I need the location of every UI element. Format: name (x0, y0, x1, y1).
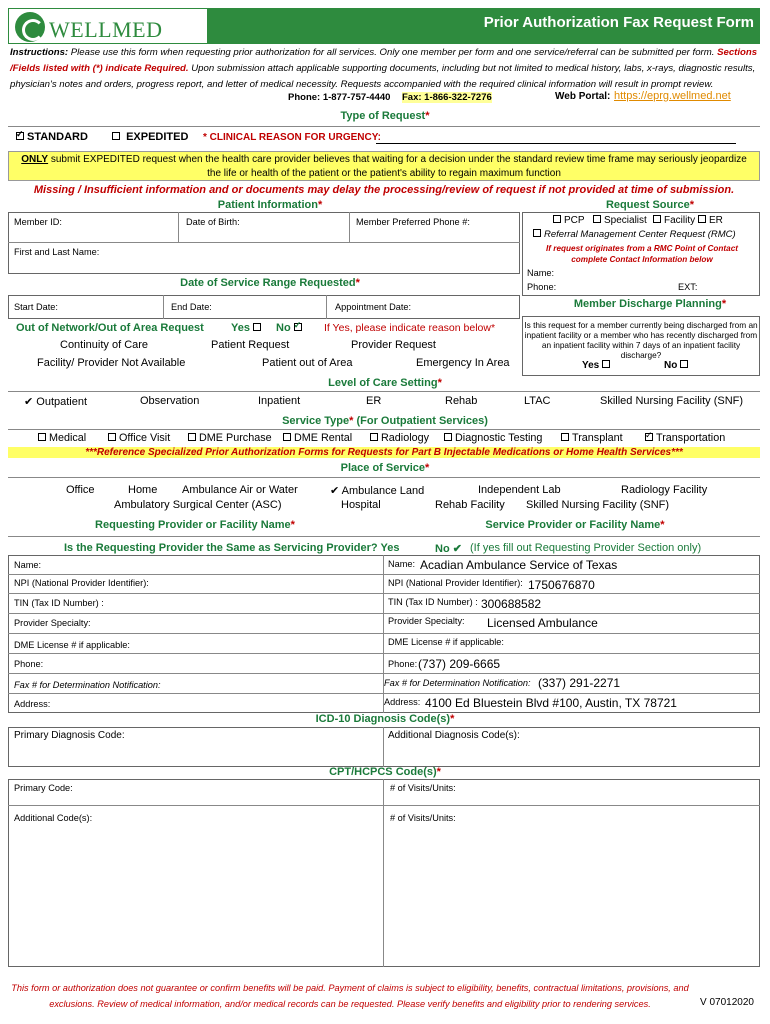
discharge-question: Is this request for a member currently being discharged from an inpatient facility or a member who has recently discharged from an inpatient facility within 7 days of an inpatient facility discharge? (524, 320, 758, 360)
out-of-network-title (16, 322, 204, 334)
st-dme-rental[interactable] (283, 432, 352, 444)
discharge-planning-title-text: Member Discharge Planning (573, 298, 722, 310)
expedited-label: EXPEDITED (126, 131, 189, 143)
req-specialty-field[interactable]: Provider Specialty: (14, 618, 91, 628)
icd10-title: ICD-10 Diagnosis Code(s)* (315, 713, 455, 725)
pos-hospital[interactable] (341, 499, 381, 511)
divider (383, 779, 384, 967)
er-option[interactable] (698, 215, 723, 226)
form-version: V 07012020 (700, 997, 754, 1008)
specialized-forms-reference: ***Reference Specialized Prior Authorization Forms for Requests for Part B Injectable Medications or Home Health Services*** (8, 447, 760, 458)
icd10-title-text: ICD-10 Diagnosis Code(s) (315, 713, 451, 725)
rmc-ext-field[interactable]: EXT: (678, 282, 698, 292)
requesting-provider-title-text: Requesting Provider or Facility Name (95, 519, 291, 531)
service-provider-title-text: Service Provider or Facility Name (485, 519, 661, 531)
divider (8, 536, 760, 537)
type-of-request-title-text: Type of Request (340, 110, 426, 122)
rmc-label: Referral Management Center Request (RMC) (544, 229, 736, 240)
divider (8, 391, 760, 392)
loc-inpatient[interactable] (258, 395, 300, 407)
discharge-yes-label: Yes (582, 360, 600, 371)
loc-rehab-label: Rehab (445, 395, 478, 407)
svc-address-value[interactable]: 4100 Ed Bluestein Blvd #100, Austin, TX 78721 (425, 696, 677, 710)
continuity-label: Continuity of Care (60, 339, 149, 351)
appointment-date-field[interactable]: Appointment Date: (335, 302, 412, 312)
oon-yes-checkbox[interactable] (253, 323, 261, 331)
web-portal-label: Web Portal: (555, 91, 611, 102)
expedited-notice (8, 151, 760, 181)
dob-field[interactable]: Date of Birth: (186, 217, 240, 227)
pos-independent-lab[interactable] (478, 484, 561, 496)
patient-info-title-text: Patient Information (217, 199, 318, 211)
st-dme-rental-label: DME Rental (294, 432, 353, 444)
divider (8, 673, 760, 674)
st-office-visit-checkbox[interactable] (108, 433, 116, 441)
oon-no-label: No (276, 322, 291, 334)
rmc-option[interactable] (533, 229, 736, 240)
st-radiology-checkbox[interactable] (370, 433, 378, 441)
oon-reason-prompt: If Yes, please indicate reason below* (324, 322, 496, 334)
pos-asc[interactable] (114, 499, 282, 511)
web-portal-link[interactable]: https://eprg.wellmed.net (614, 90, 731, 102)
clinical-reason-field[interactable] (376, 143, 736, 144)
standard-label: STANDARD (27, 131, 88, 143)
service-type-subtitle: (For Outpatient Services) (356, 415, 488, 427)
discharge-no-option[interactable] (664, 360, 691, 371)
st-radiology[interactable] (370, 432, 429, 444)
svc-name-value[interactable]: Acadian Ambulance Service of Texas (420, 558, 618, 572)
er-checkbox[interactable] (698, 215, 706, 223)
pos-home-label: Home (128, 484, 158, 496)
loc-inpatient-label: Inpatient (258, 395, 301, 407)
primary-visits-field[interactable]: # of Visits/Units: (390, 783, 456, 793)
notice-text-2: the life or health of the patient or the patient's ability to regain maximum function (207, 168, 561, 179)
instructions-text-2: Upon submission attach applicable supporting documents, including but not limited to medical history, labs, x-rays, diagnostic results, physician's notes and orders, progress report, and letter of medical necessity. Requests accompanied with the required clinical information will result in prompt review. (10, 63, 756, 90)
rmc-name-field[interactable]: Name: (527, 268, 555, 278)
discharge-no-checkbox[interactable] (680, 360, 688, 368)
service-provider-title: Service Provider or Facility Name* (485, 519, 665, 531)
logo-text: WELLMED (49, 17, 163, 42)
svc-npi-label: NPI (National Provider Identifier): (388, 578, 523, 588)
svc-dme-field[interactable]: DME License # if applicable: (388, 637, 504, 647)
divider (8, 593, 760, 594)
out-of-network-title-text: Out of Network/Out of Area Request (16, 322, 204, 334)
svc-specialty-label: Provider Specialty: (388, 616, 465, 626)
patient-request-option[interactable] (211, 339, 289, 351)
pos-radiology[interactable] (621, 484, 707, 496)
pos-ambulance-land[interactable]: ✔ Ambulance Land (330, 485, 425, 497)
facility-label: Facility (664, 215, 696, 226)
same-provider-question (64, 542, 399, 554)
divider (8, 126, 760, 127)
divider (383, 555, 384, 713)
level-of-care-title-text: Level of Care Setting (328, 377, 438, 389)
footer-disclaimer: This form or authorization does not guarantee or confirm benefits will be paid. Payment of claims is subject to eligibility, benefits, contractual limitations, provisions, and exclusions. Review of medical information, and/or medical records can be requested. Please verify benefits and eligibility prior to rendering services. (11, 983, 689, 1009)
req-phone-field[interactable]: Phone: (14, 659, 44, 669)
cpt-title: CPT/HCPCS Code(s)* (329, 766, 441, 778)
pos-office[interactable] (66, 484, 95, 496)
pcp-checkbox[interactable] (553, 215, 561, 223)
primary-diagnosis-field[interactable]: Primary Diagnosis Code: (14, 730, 125, 741)
requesting-provider-title: Requesting Provider or Facility Name* (95, 519, 295, 531)
member-name-field[interactable]: First and Last Name: (14, 247, 100, 257)
pos-hospital-label: Hospital (341, 499, 381, 511)
rmc-checkbox[interactable] (533, 229, 541, 237)
loc-outpatient[interactable]: ✔ Outpatient (24, 396, 88, 408)
date-of-service-title: Date of Service Range Requested* (180, 277, 360, 289)
expedited-option[interactable] (112, 131, 188, 143)
er-label: ER (709, 215, 723, 226)
divider (8, 653, 760, 654)
svc-npi-value[interactable]: 1750676870 (528, 578, 595, 592)
divider (178, 212, 179, 242)
pos-snf[interactable] (526, 499, 669, 511)
discharge-planning-title: Member Discharge Planning* (573, 298, 727, 310)
cpt-box (8, 779, 760, 967)
notice-only: ONLY (21, 154, 49, 165)
continuity-option[interactable] (60, 339, 148, 351)
oon-no-option[interactable] (276, 322, 305, 334)
svc-tin-label: TIN (Tax ID Number) : (388, 597, 478, 607)
pos-office-label: Office (66, 484, 95, 496)
pos-rehab[interactable] (435, 499, 505, 511)
pos-home[interactable] (128, 484, 157, 496)
logo-mark-icon (15, 12, 45, 42)
additional-visits-field[interactable]: # of Visits/Units: (390, 813, 456, 823)
st-dme-purchase-checkbox[interactable] (188, 433, 196, 441)
svc-fax-value[interactable]: (337) 291-2271 (538, 676, 621, 690)
st-medical-label: Medical (49, 432, 87, 444)
st-transportation-label: Transportation (656, 432, 726, 444)
service-type-title: Service Type* (For Outpatient Services) (282, 415, 488, 427)
st-diagnostic-checkbox[interactable] (444, 433, 452, 441)
divider (8, 574, 760, 575)
divider (8, 633, 760, 634)
provider-request-option[interactable] (351, 339, 436, 351)
discharge-yes-option[interactable] (582, 360, 613, 371)
same-provider-no-option[interactable]: No ✔ (435, 543, 462, 555)
same-provider-note: (If yes fill out Requesting Provider Section only) (470, 542, 702, 554)
member-id-field[interactable]: Member ID: (14, 217, 62, 227)
svc-name-label: Name: (388, 559, 416, 569)
patient-info-title: Patient Information* (217, 199, 323, 211)
st-medical[interactable] (38, 432, 86, 444)
divider (8, 805, 760, 806)
facility-checkbox[interactable] (653, 215, 661, 223)
divider (8, 693, 760, 694)
facility-na-label: Facility/ Provider Not Available (37, 357, 186, 369)
discharge-no-label: No (664, 360, 678, 371)
form-title: Prior Authorization Fax Request Form (483, 14, 754, 31)
request-source-title-text: Request Source (605, 199, 690, 211)
pcp-label: PCP (564, 215, 585, 226)
st-transplant[interactable] (561, 432, 623, 444)
phone-number: Phone: 1-877-757-4440 (288, 92, 391, 103)
st-medical-checkbox[interactable] (38, 433, 46, 441)
st-transportation-checkbox[interactable] (645, 433, 653, 441)
required-note: Sections /Fields listed with (*) indicate Required. (10, 47, 758, 74)
end-date-field[interactable]: End Date: (171, 302, 212, 312)
svc-phone-value[interactable]: (737) 209-6665 (418, 657, 501, 671)
provider-request-label: Provider Request (351, 339, 436, 351)
rmc-note: If request originates from a RMC Point of Contact complete Contact Information below (546, 244, 738, 264)
st-dme-rental-checkbox[interactable] (283, 433, 291, 441)
additional-codes-field[interactable]: Additional Code(s): (14, 813, 93, 823)
same-provider-question-text: Is the Requesting Provider the Same as Servicing Provider? (64, 542, 378, 554)
place-of-service-title-text: Place of Service (340, 462, 426, 474)
level-of-care-title: Level of Care Setting* (328, 377, 442, 389)
loc-ltac[interactable] (524, 395, 551, 407)
divider (383, 727, 384, 767)
facility-na-option[interactable] (37, 357, 185, 369)
divider (8, 613, 760, 614)
divider (8, 477, 760, 478)
patient-out-option[interactable] (262, 357, 353, 369)
st-diagnostic[interactable] (444, 432, 542, 444)
specialist-option[interactable] (593, 215, 647, 226)
same-provider-no-label: No (435, 543, 450, 555)
svc-tin-value[interactable]: 300688582 (481, 597, 542, 611)
st-office-visit[interactable] (108, 432, 170, 444)
divider (349, 212, 350, 242)
pos-asc-label: Ambulatory Surgical Center (ASC) (114, 499, 282, 511)
loc-observation-label: Observation (140, 395, 200, 407)
instructions-text-1: Please use this form when requesting prior authorization for all services. Only one member per form and one service/referral can be submitted per form. (70, 47, 715, 58)
specialist-label: Specialist (604, 215, 647, 226)
divider (163, 295, 164, 319)
pos-ambulance-air-label: Ambulance Air or Water (182, 484, 298, 496)
divider (326, 295, 327, 319)
st-transplant-label: Transplant (572, 432, 623, 444)
st-diagnostic-label: Diagnostic Testing (455, 432, 543, 444)
pos-radiology-label: Radiology Facility (621, 484, 708, 496)
member-phone-field[interactable]: Member Preferred Phone #: (356, 217, 470, 227)
loc-er-label: ER (366, 395, 382, 407)
start-date-field[interactable]: Start Date: (14, 302, 58, 312)
pcp-option[interactable] (553, 215, 585, 226)
req-address-field[interactable]: Address: (14, 699, 51, 709)
additional-diagnosis-field[interactable]: Additional Diagnosis Code(s): (388, 730, 520, 741)
req-name-field[interactable]: Name: (14, 560, 42, 570)
st-radiology-label: Radiology (381, 432, 430, 444)
oon-yes-label: Yes (231, 322, 250, 334)
fax-number: Fax: 1-866-322-7276 (402, 92, 492, 103)
svc-address-label: Address: (384, 697, 421, 707)
rmc-phone-field[interactable]: Phone: (527, 282, 557, 292)
req-tin-field[interactable]: TIN (Tax ID Number) : (14, 598, 104, 608)
req-npi-field[interactable]: NPI (National Provider Identifier): (14, 578, 149, 588)
loc-observation[interactable] (140, 395, 199, 407)
pos-snf-label: Skilled Nursing Facility (SNF) (526, 499, 670, 511)
loc-rehab[interactable] (445, 395, 477, 407)
st-office-visit-label: Office Visit (119, 432, 171, 444)
notice-text-1: submit EXPEDITED request when the health care provider believes that waiting for a decision under the standard review time frame may seriously jeopardize (50, 154, 747, 165)
loc-outpatient-label: Outpatient (36, 396, 88, 408)
service-type-title-text: Service Type (282, 415, 350, 427)
standard-checkbox[interactable] (16, 132, 24, 140)
svc-phone-label: Phone: (388, 659, 418, 669)
same-provider-yes-label[interactable]: Yes (380, 542, 400, 554)
cpt-title-text: CPT/HCPCS Code(s) (329, 766, 437, 778)
st-transportation[interactable] (645, 432, 725, 444)
emergency-option[interactable] (416, 357, 510, 369)
pos-rehab-label: Rehab Facility (435, 499, 505, 511)
svc-specialty-value[interactable]: Licensed Ambulance (487, 616, 598, 630)
instructions-label: Instructions: (10, 47, 69, 58)
pos-independent-lab-label: Independent Lab (478, 484, 561, 496)
request-source-title: Request Source* (605, 199, 695, 211)
st-dme-purchase[interactable] (188, 432, 272, 444)
loc-er[interactable] (366, 395, 381, 407)
date-of-service-title-text: Date of Service Range Requested (180, 277, 356, 289)
oon-yes-option[interactable] (231, 322, 264, 334)
pos-ambulance-land-label: Ambulance Land (341, 485, 425, 497)
emergency-label: Emergency In Area (416, 357, 510, 369)
facility-option[interactable] (653, 215, 695, 226)
st-transplant-checkbox[interactable] (561, 433, 569, 441)
missing-info-notice: Missing / Insufficient information and or documents may delay the processing/review of request if not provided at time of submission. (33, 184, 735, 196)
expedited-checkbox[interactable] (112, 132, 120, 140)
st-dme-purchase-label: DME Purchase (199, 432, 272, 444)
place-of-service-title: Place of Service* (340, 462, 430, 474)
instructions (10, 45, 758, 93)
req-fax-field[interactable]: Fax # for Determination Notification: (14, 680, 161, 690)
patient-request-label: Patient Request (211, 339, 290, 351)
loc-snf-label: Skilled Nursing Facility (SNF) (600, 395, 744, 407)
loc-snf[interactable] (600, 395, 743, 407)
clinical-reason-label: * CLINICAL REASON FOR URGENCY: (203, 132, 381, 143)
standard-option[interactable] (16, 131, 88, 143)
patient-out-label: Patient out of Area (262, 357, 353, 369)
date-of-service-box (8, 295, 520, 319)
discharge-yes-checkbox[interactable] (602, 360, 610, 368)
req-dme-field[interactable]: DME License # if applicable: (14, 640, 130, 650)
specialist-checkbox[interactable] (593, 215, 601, 223)
wellmed-logo (8, 8, 208, 44)
oon-reason-text: If Yes, please indicate reason below (324, 322, 491, 334)
loc-ltac-label: LTAC (524, 395, 551, 407)
divider (8, 242, 520, 243)
pos-ambulance-air[interactable] (182, 484, 298, 496)
svc-fax-label: Fax # for Determination Notification: (384, 678, 531, 688)
type-of-request-title: Type of Request* (340, 110, 430, 122)
primary-code-field[interactable]: Primary Code: (14, 783, 73, 793)
oon-no-checkbox[interactable] (294, 323, 302, 331)
